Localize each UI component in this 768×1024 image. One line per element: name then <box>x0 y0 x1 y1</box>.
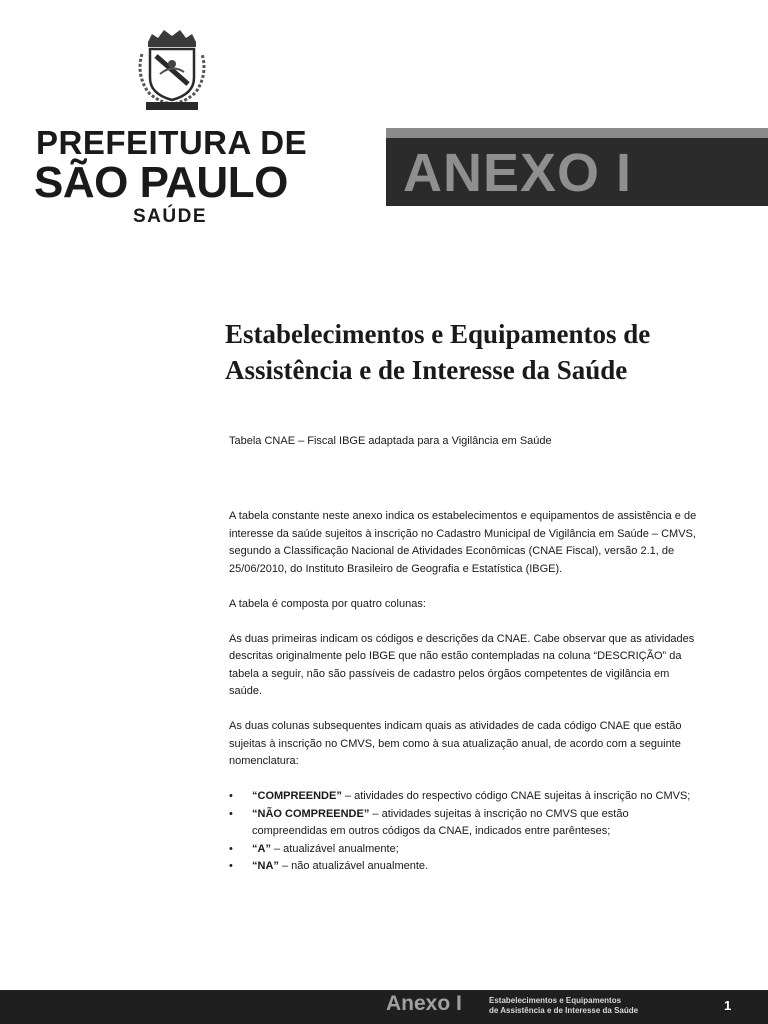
paragraph: As duas colunas subsequentes indicam quais as atividades de cada código CNAE que estão sujeitas à inscrição no CMVS, bem como à sua atualização anual, de acordo com a seguinte nomenclatura: <box>229 720 682 767</box>
list-item-term: “NÃO COMPREENDE” <box>252 807 370 820</box>
list-item-term: “A” <box>252 842 271 855</box>
bullet-icon: • <box>229 790 233 802</box>
footer-description-line1: Estabelecimentos e Equipamentos <box>489 996 622 1005</box>
page-number: 1 <box>724 998 732 1013</box>
list-item-term: “COMPREENDE” <box>252 790 342 802</box>
annex-stripe <box>386 128 768 138</box>
list-item-text: – não atualizável anualmente. <box>278 860 429 872</box>
list-item-text: – atividades do respectivo código CNAE sujeitas à inscrição no CMVS; <box>341 790 691 802</box>
coat-of-arms-icon <box>134 26 210 112</box>
paragraph: As duas primeiras indicam os códigos e descrições da CNAE. Cabe observar que as atividades descritas originalmente pelo IBGE que não estão contempladas na coluna “DESCRIÇÃO” da tabela a seguir, não são passíveis de cadastro pelos órgãos competentes de vigilância em saúde. <box>229 632 695 697</box>
list-item-text: – atualizável anualmente; <box>270 842 399 855</box>
org-department: SAÚDE <box>133 206 208 227</box>
list-item-text: – atividades sujeitas à inscrição no CMVS que estão compreendidas em outros códigos da CNAE, indicados entre parênteses; <box>252 807 629 837</box>
footer-title: Anexo I <box>386 992 462 1015</box>
annex-title: ANEXO I <box>403 143 633 203</box>
org-name-line2: SÃO PAULO <box>34 158 288 207</box>
list-item-term: “NA” <box>252 860 279 872</box>
document-subtitle: Tabela CNAE – Fiscal IBGE adaptada para a Vigilância em Saúde <box>229 435 552 447</box>
list-item <box>229 788 699 806</box>
document-title: Estabelecimentos e Equipamentos de Assistência e de Interesse da Saúde <box>225 319 651 385</box>
paragraph: A tabela constante neste anexo indica os estabelecimentos e equipamentos de assistência e de interesse da saúde sujeitos à inscrição no Cadastro Municipal de Vigilância em Saúde – CMVS, segundo a Classificação Nacional de Atividades Econômicas (CNAE Fiscal), versão 2.1, de 25/06/2010, do Instituto Brasileiro de Geografia e Estatística (IBGE). <box>229 510 697 575</box>
list-item <box>229 841 699 859</box>
list-item <box>229 858 699 876</box>
page-footer <box>0 990 768 1024</box>
bullet-icon: • <box>229 860 233 872</box>
city-logo <box>36 26 306 226</box>
annex-banner <box>386 138 768 206</box>
footer-description <box>489 996 638 1016</box>
bullet-icon: • <box>229 842 233 855</box>
org-name-line1: PREFEITURA DE <box>36 124 308 161</box>
footer-description-line2: de Assistência e de Interesse da Saúde <box>489 1006 639 1015</box>
list-item <box>229 806 699 841</box>
document-body <box>229 508 699 876</box>
paragraph: A tabela é composta por quatro colunas: <box>229 597 426 610</box>
bullet-icon: • <box>229 807 233 820</box>
nomenclature-list <box>229 788 699 876</box>
